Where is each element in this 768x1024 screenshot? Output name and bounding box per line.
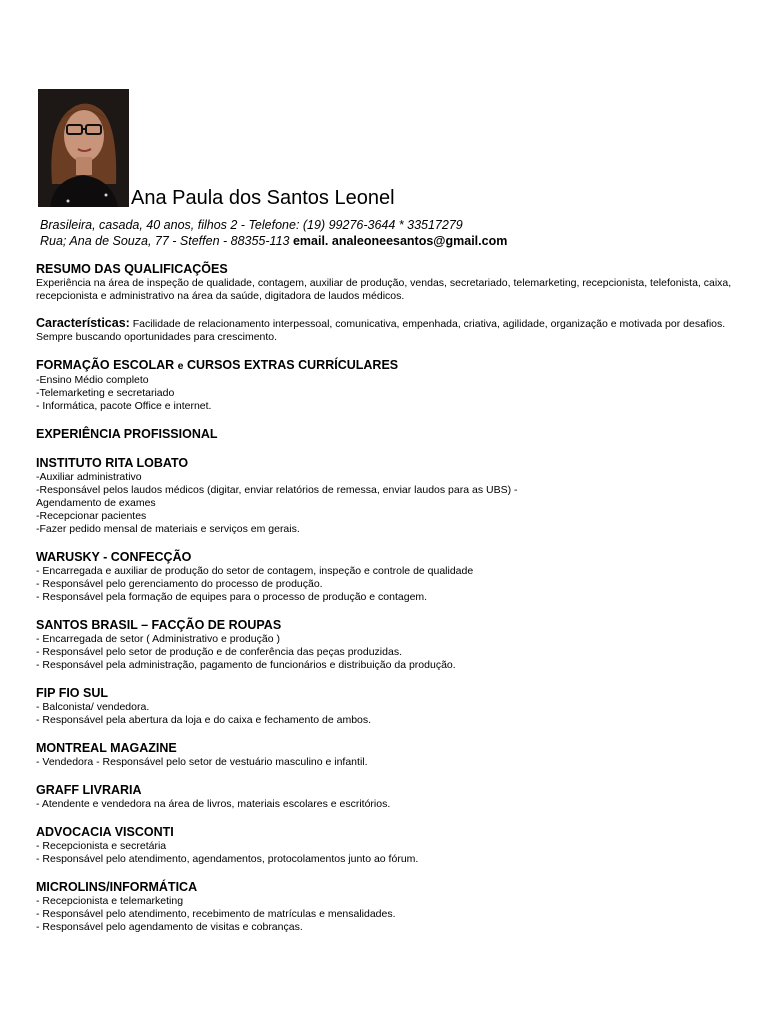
job-company: WARUSKY - CONFECÇÃO [36, 550, 192, 564]
job-fip-fio-sul [36, 686, 736, 727]
personal-info [40, 217, 507, 249]
job-item: -Fazer pedido mensal de materiais e serviços em gerais. [36, 523, 300, 535]
job-company: SANTOS BRASIL – FACÇÃO DE ROUPAS [36, 618, 282, 632]
personal-info-line1: Brasileira, casada, 40 anos, filhos 2 - Telefone: (19) 99276-3644 * 33517279 [40, 218, 463, 232]
formacao-item: -Ensino Médio completo [36, 374, 149, 386]
job-company: FIP FIO SUL [36, 686, 108, 700]
job-company: GRAFF LIVRARIA [36, 783, 142, 797]
formacao-item: -Telemarketing e secretariado [36, 387, 175, 399]
email: email. analeoneesantos@gmail.com [292, 234, 508, 248]
job-item: - Responsável pelo atendimento, agendamentos, protocolamentos junto ao fórum. [36, 853, 419, 865]
job-item: - Encarregada de setor ( Administrativo e produção ) [36, 633, 280, 645]
job-item: - Responsável pelo setor de produção e de conferência das peças produzidas. [36, 646, 402, 658]
formacao-title [36, 358, 736, 374]
experiencia-title [36, 427, 736, 442]
caracteristicas-section [36, 317, 736, 344]
job-item: - Balconista/ vendedora. [36, 701, 150, 713]
experiencia-title-text: EXPERIÊNCIA PROFISSIONAL [36, 427, 218, 441]
caracteristicas-text: Facilidade de relacionamento interpessoal, comunicativa, empenhada, criativa, agilidade, organização e motivada por desafios. Sempre buscando oportunidades para crescimento. [36, 318, 726, 343]
job-item: - Responsável pela administração, pagamento de funcionários e distribuição da produção. [36, 659, 456, 671]
job-item: - Recepcionista e secretária [36, 840, 167, 852]
job-item: -Recepcionar pacientes [36, 510, 147, 522]
caracteristicas-label: Características: [36, 316, 130, 330]
job-item: - Responsável pela abertura da loja e do caixa e fechamento de ambos. [36, 714, 372, 726]
job-santos-brasil [36, 618, 736, 672]
formacao-title-part2: e [177, 360, 184, 372]
job-instituto-rita-lobato [36, 456, 736, 536]
job-montreal-magazine [36, 741, 736, 769]
job-item: - Encarregada e auxiliar de produção do setor de contagem, inspeção e controle de qualidade [36, 565, 474, 577]
job-item: - Vendedora - Responsável pelo setor de vestuário masculino e infantil. [36, 756, 368, 768]
formacao-section [36, 358, 736, 413]
job-company: ADVOCACIA VISCONTI [36, 825, 174, 839]
resume-body [36, 262, 736, 934]
job-graff-livraria [36, 783, 736, 811]
job-company: INSTITUTO RITA LOBATO [36, 456, 189, 470]
job-company: MONTREAL MAGAZINE [36, 741, 177, 755]
job-advocacia-visconti [36, 825, 736, 866]
formacao-item: - Informática, pacote Office e internet. [36, 400, 212, 412]
formacao-title-part3: CURSOS EXTRAS CURRÍCULARES [183, 358, 399, 372]
job-company: MICROLINS/INFORMÁTICA [36, 880, 198, 894]
personal-info-line2 [40, 233, 507, 249]
job-warusky [36, 550, 736, 604]
resumo-section [36, 262, 736, 303]
job-item: - Responsável pelo agendamento de visitas e cobranças. [36, 921, 303, 933]
job-item: - Responsável pelo gerenciamento do processo de produção. [36, 578, 323, 590]
candidate-name: Ana Paula dos Santos Leonel [131, 187, 395, 209]
resumo-title: RESUMO DAS QUALIFICAÇÕES [36, 262, 228, 276]
job-item: - Recepcionista e telemarketing [36, 895, 184, 907]
job-item: -Auxiliar administrativo [36, 471, 142, 483]
address: Rua; Ana de Souza, 77 - Steffen - 88355-113 [40, 234, 290, 248]
profile-photo [38, 89, 129, 207]
job-item: - Responsável pela formação de equipes para o processo de produção e contagem. [36, 591, 428, 603]
job-item: - Atendente e vendedora na área de livros, materiais escolares e escritórios. [36, 798, 391, 810]
resumo-text: Experiência na área de inspeção de qualidade, contagem, auxiliar de produção, vendas, secretariado, telemarketing, recepcionista, telefonista, caixa, recepcionista e administrativo na área da saúde, digitadora de laudos médicos. [36, 277, 732, 302]
job-microlins [36, 880, 736, 934]
job-item: Agendamento de exames [36, 497, 156, 509]
formacao-title-part1: FORMAÇÃO ESCOLAR [36, 358, 178, 372]
job-item: - Responsável pelo atendimento, recebimento de matrículas e mensalidades. [36, 908, 396, 920]
job-item: -Responsável pelos laudos médicos (digitar, enviar relatórios de remessa, enviar laudos para as UBS) - [36, 484, 518, 496]
